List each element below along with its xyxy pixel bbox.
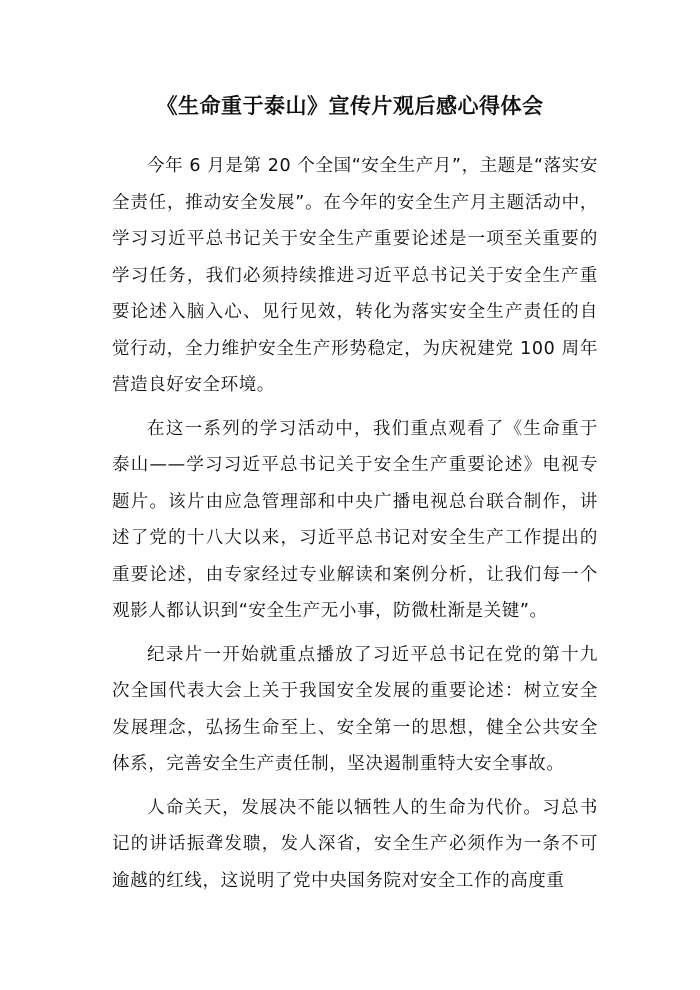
document-body (112, 148, 598, 906)
document-title: 《生命重于泰山》宣传片观后感心得体会 (156, 94, 544, 118)
paragraph: 纪录片一开始就重点播放了习近平总书记在党的第十九次全国代表大会上关于我国安全发展的重要论述：树立安全发展理念，弘扬生命至上、安全第一的思想，健全公共安全体系，完善安全生产责任制，坚决遏制重特大安全事故。 (112, 644, 598, 774)
paragraph: 在这一系列的学习活动中，我们重点观看了《生命重于泰山——学习习近平总书记关于安全生产重要论述》电视专题片。该片由应急管理部和中央广播电视总台联合制作，讲述了党的十八大以来，习近平总书记对安全生产工作提出的重要论述，由专家经过专业解读和案例分析，让我们每一个观影人都认识到“安全生产无小事，防微杜渐是关键”。 (112, 418, 598, 621)
paragraph: 人命关天，发展决不能以牺牲人的生命为代价。习总书记的讲话振聋发聩，发人深省，安全生产必须作为一条不可逾越的红线，这说明了党中央国务院对安全工作的高度重 (112, 797, 598, 891)
paragraph: 今年 6 月是第 20 个全国“安全生产月”，主题是“落实安全责任，推动安全发展”。在今年的安全生产月主题活动中，学习习近平总书记关于安全生产重要论述是一项至关重要的学习任务，我们必须持续推进习近平总书记关于安全生产重要论述入脑入心、见行见效，转化为落实安全生产责任的自觉行动，全力维护安全生产形势稳定，为庆祝建党 100 周年营造良好安全环境。 (112, 156, 598, 395)
